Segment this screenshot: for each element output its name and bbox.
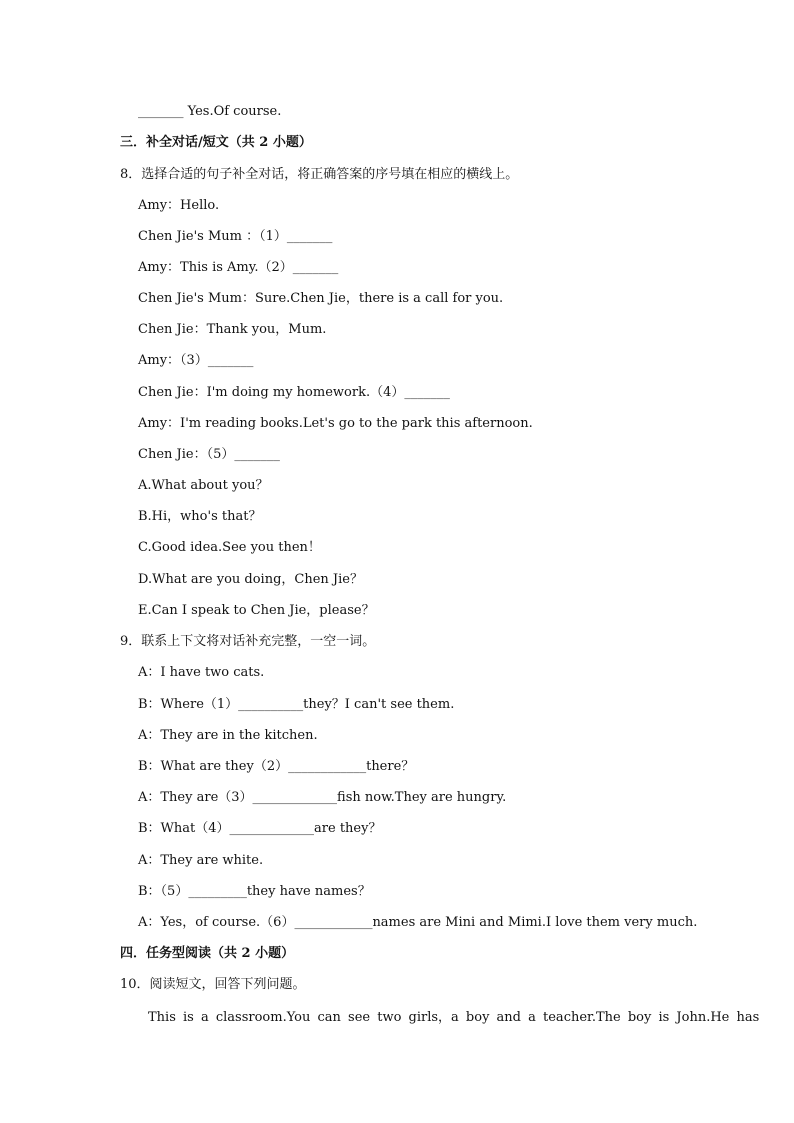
option-b: B.Hi，who's that？ xyxy=(138,509,262,524)
dialogue-line: Chen Jie：Thank you，Mum. xyxy=(138,322,327,337)
dialogue-line: Chen Jie's Mum：Sure.Chen Jie，there is a call for you. xyxy=(138,291,504,306)
dialogue-line: A：They are in the kitchen. xyxy=(138,728,318,743)
dialogue-line: B：Where（1）__________they？I can't see them. xyxy=(138,697,455,712)
dialogue-line: Amy：I'm reading books.Let's go to the park this afternoon. xyxy=(138,416,533,431)
dialogue-line: A：They are white. xyxy=(138,853,264,868)
reading-passage-line: This is a classroom.You can see two girls，a boy and a teacher.The boy is John.He has xyxy=(148,1010,760,1025)
dialogue-line: Amy：This is Amy.（2）_______ xyxy=(138,260,339,275)
question-8-prompt: 8．选择合适的句子补全对话，将正确答案的序号填在相应的横线上。 xyxy=(120,167,519,182)
dialogue-line: Amy：Hello. xyxy=(138,198,220,213)
dialogue-line: A：Yes，of course.（6）____________names are Mini and Mimi.I love them very much. xyxy=(138,915,698,930)
dialogue-line: B：（5）_________they have names？ xyxy=(138,884,371,899)
question-10-prompt: 10．阅读短文，回答下列问题。 xyxy=(120,977,306,992)
dialogue-line: A：They are（3）_____________fish now.They are hungry. xyxy=(138,790,507,805)
dialogue-line: Chen Jie：（5）_______ xyxy=(138,447,280,462)
option-c: C.Good idea.See you then！ xyxy=(138,540,321,555)
option-a: A.What about you？ xyxy=(138,478,269,493)
dialogue-line: Chen Jie：I'm doing my homework.（4）_______ xyxy=(138,385,450,400)
section-heading-3: 三．补全对话/短文（共 2 小题） xyxy=(120,135,312,150)
option-d: D.What are you doing，Chen Jie？ xyxy=(138,572,363,587)
section-heading-4: 四．任务型阅读（共 2 小题） xyxy=(120,946,295,961)
answer-line: _______ Yes.Of course. xyxy=(138,104,282,119)
question-9-prompt: 9．联系上下文将对话补充完整，一空一词。 xyxy=(120,634,376,649)
dialogue-line: Amy：（3）_______ xyxy=(138,353,254,368)
option-e: E.Can I speak to Chen Jie，please？ xyxy=(138,603,375,618)
dialogue-line: B：What are they（2）____________there？ xyxy=(138,759,415,774)
dialogue-line: A：I have two cats. xyxy=(138,665,265,680)
dialogue-line: Chen Jie's Mum ：（1）_______ xyxy=(138,229,333,244)
dialogue-line: B：What（4）_____________are they？ xyxy=(138,821,382,836)
